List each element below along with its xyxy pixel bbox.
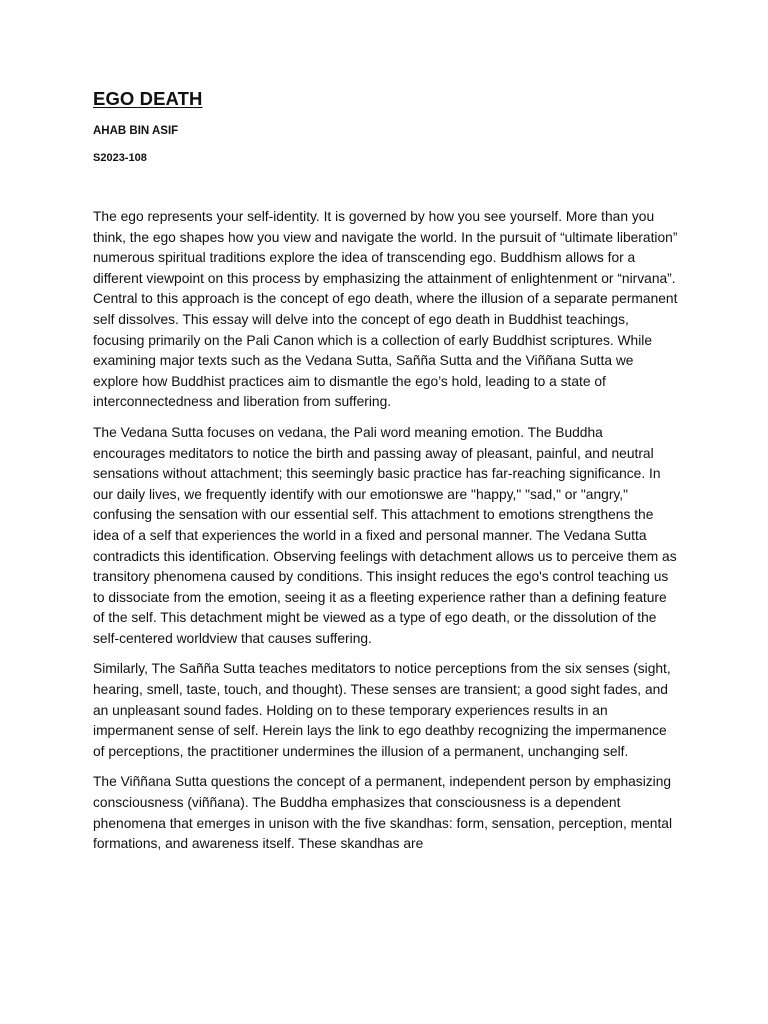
essay-body bbox=[93, 207, 678, 855]
paragraph: The ego represents your self-identity. It is governed by how you see yourself. More than you think, the ego shapes how you view and navigate the world. In the pursuit of “ultimate liberation” numerous spiritual traditions explore the idea of transcending ego. Buddhism allows for a different viewpoint on this process by emphasizing the attainment of enlightenment or “nirvana”. Central to this approach is the concept of ego death, where the illusion of a separate permanent self dissolves. This essay will delve into the concept of ego death in Buddhist teachings, focusing primarily on the Pali Canon which is a collection of early Buddhist scriptures. While examining major texts such as the Vedana Sutta, Sañña Sutta and the Viññana Sutta we explore how Buddhist practices aim to dismantle the ego’s hold, leading to a state of interconnectedness and liberation from suffering. bbox=[93, 209, 678, 410]
paragraph: The Viññana Sutta questions the concept of a permanent, independent person by emphasizing consciousness (viññana). The Buddha emphasizes that consciousness is a dependent phenomena that emerges in unison with the five skandhas: form, sensation, perception, mental formations, and awareness itself. These skandhas are bbox=[93, 774, 673, 852]
document-title: EGO DEATH bbox=[93, 88, 203, 109]
paragraph: The Vedana Sutta focuses on vedana, the Pali word meaning emotion. The Buddha encourages meditators to notice the birth and passing away of pleasant, painful, and neutral sensations without attachment; this seemingly basic practice has far-reaching significance. In our daily lives, we frequently identify with our emotionswe are "happy," "sad," or "angry," confusing the sensation with our essential self. This attachment to emotions strengthens the idea of a self that experiences the world in a fixed and personal manner. The Vedana Sutta contradicts this identification. Observing feelings with detachment allows us to perceive them as transitory phenomena caused by conditions. This insight reduces the ego's control teaching us to dissociate from the emotion, seeing it as a fleeting experience rather than a defining feature of the self. This detachment might be viewed as a type of ego death, or the dissolution of the self-centered worldview that causes suffering. bbox=[93, 424, 677, 646]
student-id: S2023-108 bbox=[93, 152, 147, 164]
document-page bbox=[93, 88, 678, 865]
author-name: AHAB BIN ASIF bbox=[93, 125, 179, 137]
paragraph: Similarly, The Sañña Sutta teaches meditators to notice perceptions from the six senses (sight, hearing, smell, taste, touch, and thought). These senses are transient; a good sight fades, and an unpleasant sound fades. Holding on to these temporary experiences results in an impermanent sense of self. Herein lays the link to ego deathby recognizing the impermanence of perceptions, the practitioner undermines the illusion of a permanent, unchanging self. bbox=[93, 661, 671, 759]
